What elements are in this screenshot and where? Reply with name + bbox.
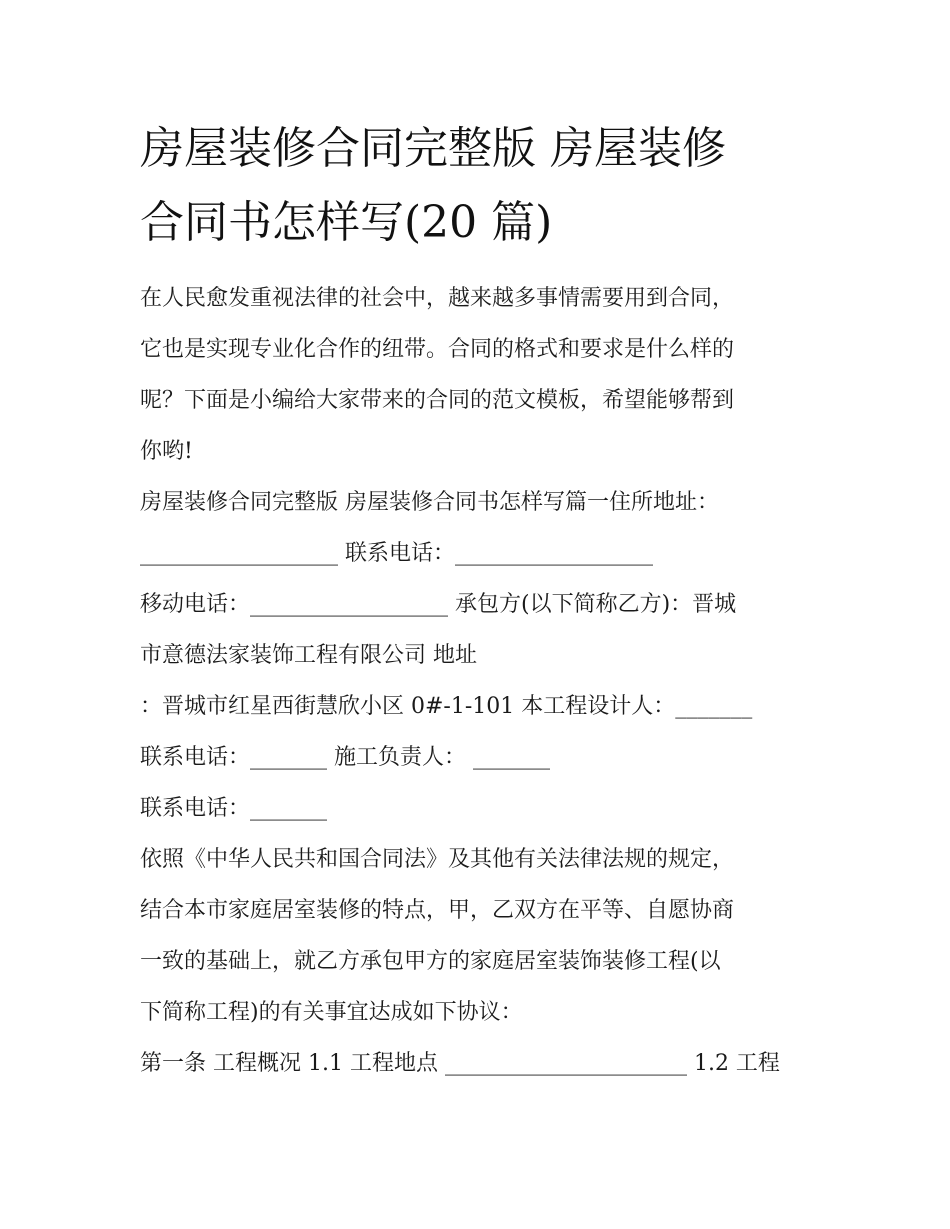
- body-line-7: 移动电话：__________________ 承包方(以下简称乙方)：晋城: [140, 592, 737, 617]
- body-line-6: __________________ 联系电话：__________________: [140, 541, 653, 566]
- document-title: [140, 112, 820, 260]
- body-line-9: ：晋城市红星西街慧欣小区 0#-1-101 本工程设计人：_______: [140, 694, 753, 719]
- body-line-5: 房屋装修合同完整版 房屋装修合同书怎样写篇一住所地址：: [140, 490, 719, 515]
- body-line-3: 呢？下面是小编给大家带来的合同的范文模板，希望能够帮到: [140, 388, 735, 413]
- body-line-14: 一致的基础上，就乙方承包甲方的家庭居室装饰装修工程(以: [140, 949, 721, 974]
- body-line-2: 它也是实现专业化合作的纽带。合同的格式和要求是什么样的: [140, 337, 735, 362]
- body-line-16: 第一条 工程概况 1.1 工程地点 ______________________ 1.2 工程: [140, 1051, 780, 1076]
- body-line-4: 你哟!: [140, 439, 193, 464]
- body-line-10: 联系电话：_______ 施工负责人： _______: [140, 745, 550, 770]
- title-line-2: 合同书怎样写(20 篇): [140, 197, 553, 248]
- body-line-15: 下简称工程)的有关事宜达成如下协议：: [140, 1000, 523, 1025]
- body-line-12: 依照《中华人民共和国合同法》及其他有关法律法规的规定，: [140, 847, 735, 872]
- body-line-13: 结合本市家庭居室装修的特点，甲，乙双方在平等、自愿协商: [140, 898, 735, 923]
- body-line-8: 市意德法家装饰工程有限公司 地址: [140, 643, 477, 668]
- body-line-1: 在人民愈发重视法律的社会中，越来越多事情需要用到合同，: [140, 286, 735, 311]
- title-line-1: 房屋装修合同完整版 房屋装修: [140, 123, 726, 174]
- body-line-11: 联系电话：_______: [140, 796, 328, 821]
